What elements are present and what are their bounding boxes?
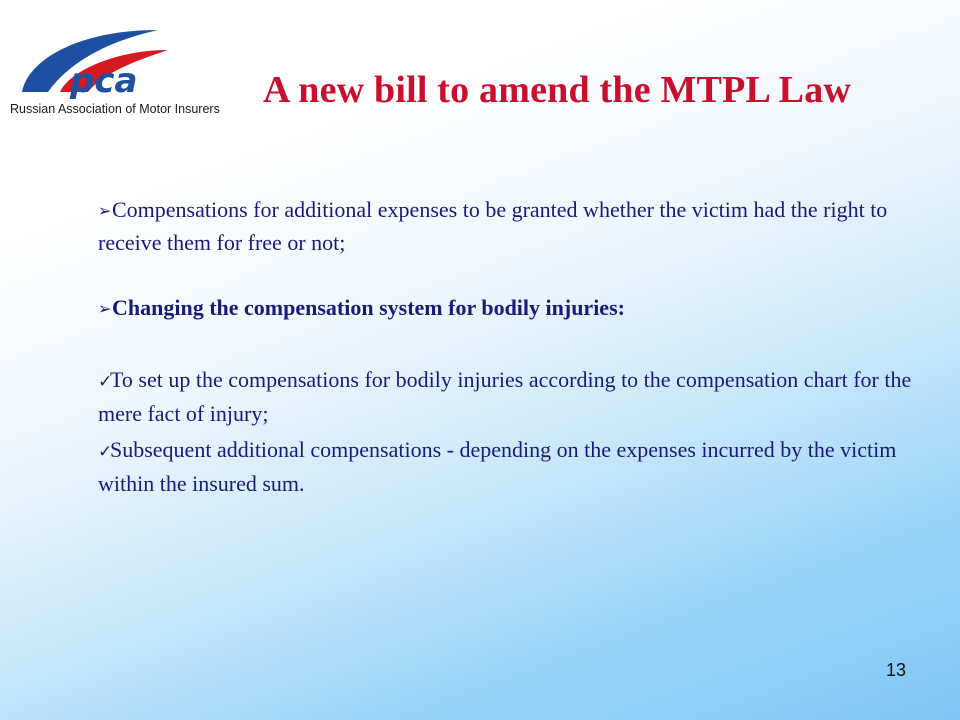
rami-logo	[8, 20, 240, 124]
bullet-item	[98, 292, 928, 325]
arrow-bullet-icon: ➢	[98, 299, 112, 318]
bullet-text: Subsequent additional compensations - depending on the expenses incurred by the victim within the insured sum.	[98, 437, 897, 496]
bullet-item	[98, 194, 928, 259]
check-bullet-icon: ✓	[98, 372, 113, 392]
logo-caption: Russian Association of Motor Insurers	[10, 102, 220, 116]
bullet-text: To set up the compensations for bodily injuries according to the compensation chart for the mere fact of injury;	[98, 367, 912, 426]
logo-swoosh-icon	[8, 20, 240, 100]
bullet-text: Compensations for additional expenses to be granted whether the victim had the right to receive them for free or not;	[98, 197, 888, 255]
page-number: 13	[886, 660, 907, 680]
check-bullet-icon: ✓	[98, 442, 113, 462]
svg-text:pca: pca	[70, 61, 138, 100]
bullet-item	[98, 364, 928, 430]
bullet-text: Changing the compensation system for bodily injuries:	[112, 295, 625, 320]
bullet-item	[98, 434, 928, 500]
arrow-bullet-icon: ➢	[98, 201, 112, 220]
slide-title: A new bill to amend the MTPL Law	[263, 69, 852, 111]
